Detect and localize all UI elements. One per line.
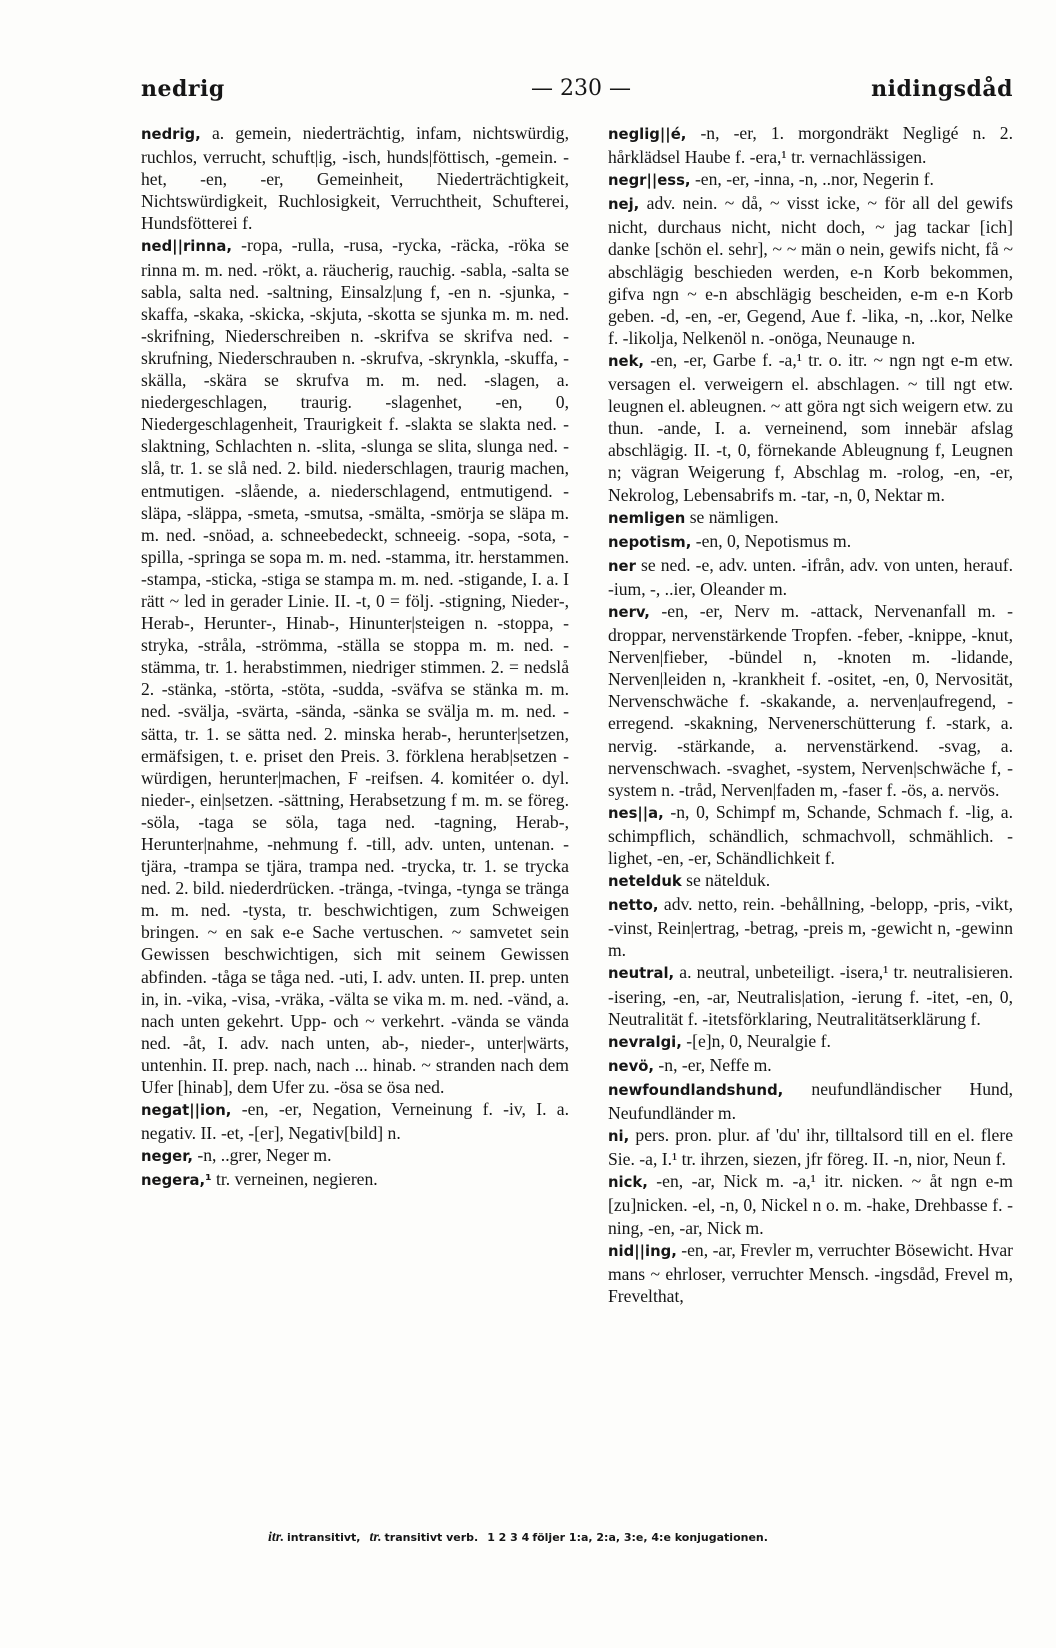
- entry-definition: -en, -er, Negation, Verneinung f. -iv, I. a. negativ. II. -et, -[er], Negativ[bild] n.: [141, 1099, 569, 1144]
- dictionary-entry: [608, 122, 1013, 168]
- dictionary-entry: [608, 1030, 1013, 1054]
- entry-headword: nick,: [608, 1174, 648, 1192]
- entry-definition: adv. nein. ~ då, ~ visst icke, ~ för all del gewifs nicht, durchaus nicht, nicht doch, ~ jag tackar [ich] danke [schön el. sehr], ~ ~ män o nein, gewifs nicht, få ~ abschlägig beschieden werden, e-n Korb bekommen, gifva ngn ~ e-n abschlägig bescheiden, e-m e-n Korb geben. -d, -en, -er, Gegend, Aue f. -lika, -n, ..kor, Nelke f. -likolja, Nelkenöl n. -onöga, Neunauge n.: [608, 193, 1013, 348]
- entry-definition: -[e]n, 0, Neuralgie f.: [681, 1030, 831, 1051]
- dictionary-entry: [141, 234, 569, 1098]
- entry-definition: se nätelduk.: [681, 870, 771, 891]
- entry-headword: nevö,: [608, 1057, 655, 1075]
- entry-headword: neger,: [141, 1148, 193, 1166]
- entry-definition: -n, ..grer, Neger m.: [192, 1145, 332, 1166]
- entry-definition: -en, -er, -inna, -n, ..nor, Negerin f.: [690, 169, 934, 190]
- dictionary-entry: [608, 192, 1013, 349]
- page-footer: [268, 1530, 1028, 1546]
- entry-headword: newfoundlandshund,: [608, 1081, 784, 1099]
- entry-headword: nej,: [608, 196, 640, 214]
- dictionary-entry: [608, 961, 1013, 1029]
- entry-definition: a. neutral, unbeteiligt. -isera,¹ tr. neutralisieren. -isering, -en, -ar, Neutralis|ation, -ierung f. -itet, -en, 0, Neutralität f. -itetsförklaring, Neutralitätserklärung f.: [608, 962, 1013, 1029]
- dictionary-entry: [608, 893, 1013, 961]
- entry-headword: nerv,: [608, 603, 650, 621]
- entry-headword: nemligen: [608, 509, 686, 527]
- entry-headword: nes||a,: [608, 804, 664, 822]
- entry-definition: -ropa, -rulla, -rusa, -rycka, -räcka, -röka se rinna m. m. ned. -rökt, a. räucherig, rauchig. -sabla, -salta se sabla, salta ned. -saltning, Einsalz|ung f, -en n. -sjunka, -skaffa, -skaka, -skicka, -skjuta, -skotta se sjunka m. m. ned. -skrifning, Niederschreiben n. -skrifva se skrifva ned. -skrufning, Niederschrauben n. -skrufva, -skrynkla, -skuffa, -skälla, -skära se skrufva m. m. ned. -slagen, a. niedergeschlagen, traurig. -slagenhet, -en, 0, Niedergeschlagenheit, Traurigkeit f. -slakta se slakta ned. -slaktning, Schlachten n. -slita, -slunga se slita, slunga ned. -slå, tr. 1. se slå ned. 2. bild. niederschlagen, traurig machen, entmutigen. -slående, a. niederschlagend, entmutigend. -släpa, -släppa, -smeta, -smutsa, -smälta, -smörja se släpa m. m. ned. -snöad, a. schneebedeckt, schneeig. -sopa, -sota, -spilla, -springa se sopa m. m. ned. -stamma, itr. herstammen. -stampa, -sticka, -stiga se stampa m. m. ned. -stigande, I. a. I rätt ~ led in gerader Linie. II. -t, 0 = följ. -stigning, Nieder-, Herab-, Herunter-, Hinab-, Hinunter|steigen n. -stoppa, -stryka, -stråla, -strömma, -ställa se stoppa m. m. ned. -stämma, tr. 1. herabstimmen, niedriger stimmen. 2. = nedslå 2. -stänka, -störta, -stöta, -sudda, -sväfva se stänka m. m. ned. -svälja, -svärta, -sända, -sänka se svälja m. m. ned. -sätta, tr. 1. se sätta ned. 2. minska herab-, herunter|setzen, ermäfsigen, t. e. priset den Preis. 3. förklena herab|setzen -würdigen, herunter|machen, F -reifsen. 4. komitéer o. dyl. nieder-, ein|setzen. -sättning, Herabsetzung f m. m. se föreg. -söla, -taga se söla, taga ned. -tagning, Herab-, Herunter|nahme, -nehmung f. -till, adv. unten, untenan. -tjära, -trampa se tjära, trampa ned. -trycka, tr. 1. se trycka ned. 2. bild. niederdrücken. -tränga, -tvinga, -tynga se tränga m. m. ned. -tysta, tr. beschwichtigen, zum Schweigen bringen. ~ en sak e-e Sache vertuschen. ~ samvetet sein Gewissen beschwichtigen, sich mit seinem Gewissen abfinden. -tåga se tåga ned. -uti, I. adv. unten. II. prep. unten in, in. -vika, -visa, -vräka, -välta se vika m. m. ned. -vänd, a. nach unten gekehrt. Upp- och ~ verkehrt. -vända se vända ned. -åt, I. adv. nach unten, ab-, nieder-, unter|wärts, untenhin. II. prep. nach, nach ... hinab. ~ stranden nach dem Ufer [hinab], dem Ufer zu. -ösa se ösa ned.: [141, 235, 569, 1098]
- entry-definition: adv. netto, rein. -behållning, -belopp, -pris, -vikt, -vinst, Rein|ertrag, -betrag, -preis m, -gewicht n, -gewinn m.: [608, 894, 1013, 961]
- header-last-word: nidingsdåd: [871, 76, 1013, 102]
- dictionary-entry: [608, 1054, 1013, 1078]
- entry-headword: nevralgi,: [608, 1033, 682, 1051]
- entry-definition: -n, 0, Schimpf m, Schande, Schmach f. -lig, a. schimpflich, schändlich, schmachvoll, schmählich. -lighet, -en, -er, Schändlichkeit f.: [608, 801, 1013, 868]
- dictionary-entry: [608, 1170, 1013, 1238]
- entry-definition: -en, -ar, Nick m. -a,¹ itr. nicken. ~ åt ngn e-m [zu]nicken. -el, -n, 0, Nickel n o. m. -hake, Drehbasse f. -ning, -en, -ar, Nick m.: [608, 1171, 1013, 1238]
- right-column: [608, 122, 1013, 1307]
- entry-headword: negera,¹: [141, 1172, 212, 1190]
- footer-conjugation-text: följer 1:a, 2:a, 3:e, 4:e konjugationen.: [532, 1531, 768, 1544]
- entry-headword: negat||ion,: [141, 1102, 232, 1120]
- dictionary-entry: [608, 1078, 1013, 1124]
- entry-headword: ner: [608, 557, 636, 575]
- dictionary-entry: [608, 869, 1013, 893]
- entry-headword: netto,: [608, 897, 659, 915]
- entry-definition: -n, -er, Neffe m.: [654, 1054, 772, 1075]
- dictionary-entry: [608, 530, 1013, 554]
- dictionary-entry: [141, 1168, 569, 1192]
- entry-headword: neglig||é,: [608, 126, 687, 143]
- footer-itr-text: intransitivt,: [286, 1531, 361, 1544]
- dictionary-entry: [608, 801, 1013, 869]
- dictionary-entry: [608, 1124, 1013, 1170]
- entry-headword: ni,: [608, 1128, 630, 1146]
- header-first-word: nedrig: [141, 76, 225, 102]
- entry-headword: netelduk: [608, 873, 682, 891]
- entry-definition: a. gemein, niederträchtig, infam, nichtswürdig, ruchlos, verrucht, schuft|ig, -isch, hunds|föttisch, -gemein. -het, -en, -er, Gemeinheit, Niederträchtigkeit, Nichtswürdigkeit, Ruchlosigkeit, Verruchtheit, Schufterei, Hundsfötterei f.: [141, 123, 569, 234]
- dictionary-entry: [141, 1144, 569, 1168]
- dictionary-entry: [608, 349, 1013, 506]
- footer-tr-abbr: tr.: [369, 1530, 382, 1545]
- dictionary-entry: [608, 168, 1013, 192]
- entry-headword: nedrig,: [141, 126, 201, 143]
- entry-headword: nepotism,: [608, 533, 692, 551]
- entry-definition: tr. verneinen, negieren.: [211, 1169, 378, 1190]
- dictionary-entry: [141, 1098, 569, 1144]
- dictionary-entry: [608, 554, 1013, 600]
- page-header: [141, 76, 1013, 110]
- entry-headword: negr||ess,: [608, 172, 691, 190]
- dictionary-entry: [608, 1239, 1013, 1307]
- entry-headword: nid||ing,: [608, 1242, 677, 1260]
- footer-conjugation-numbers: 1 2 3 4: [487, 1531, 530, 1544]
- entry-definition: -en, -er, Nerv m. -attack, Nervenanfall m. -droppar, nervenstärkende Tropfen. -feber, -knippe, -knut, Nerven|fieber, -bündel n, -knoten m. -lidande, Nerven|leiden n, -krankheit f. -ositet, -en, 0, Nervosität, Nervenschwäche f. -skakande, a. nerven|aufregend, -erregend. -skakning, Nervenerschütterung f. -stark, a. nervig. -stärkande, a. nervenstärkend. -svag, a. nervenschwach. -svaghet, -system, Nerven|schwäche f, -system n. -tråd, Nerven|faden m, -faser f. -ös, a. nervös.: [608, 600, 1013, 800]
- entry-definition: -en, -er, Garbe f. -a,¹ tr. o. itr. ~ ngn ngt e-m etw. versagen el. verweigern el. abschlagen. ~ till ngt etw. leugnen el. ableugnen. ~ att göra ngt sich weigern etw. zu thun. -ande, I. a. verneinend, som innebär afslag abschlägig. II. -t, 0, förnekande Ableugnung f, Leugnen n; vägran Weigerung f, Abschlag m. -rolog, -en, -er, Nekrolog, Lebensabrifs m. -tar, -n, 0, Nektar m.: [608, 349, 1013, 505]
- left-column: [141, 122, 569, 1193]
- dictionary-entry: [608, 600, 1013, 801]
- dictionary-entry: [608, 506, 1013, 530]
- page-number: — 230 —: [531, 76, 631, 101]
- entry-definition: -n, -er, 1. morgondräkt Negligé n. 2. hårklädsel Haube f. -era,¹ tr. vernachlässigen.: [608, 123, 1013, 168]
- dictionary-entry: [141, 122, 569, 234]
- entry-headword: neutral,: [608, 965, 675, 983]
- entry-headword: ned||rinna,: [141, 238, 233, 256]
- entry-definition: se nämligen.: [685, 506, 779, 527]
- entry-definition: -en, -ar, Frevler m, verruchter Bösewicht. Hvar mans ~ ehrloser, verruchter Mensch. -ingsdåd, Frevel m, Frevelthat,: [608, 1239, 1013, 1306]
- footer-tr-text: transitivt verb.: [384, 1531, 479, 1544]
- footer-itr-abbr: itr.: [268, 1530, 284, 1545]
- entry-headword: nek,: [608, 352, 645, 370]
- entry-definition: se ned. -e, adv. unten. -ifrån, adv. von unten, herauf. -ium, -, ..ier, Oleander m.: [608, 554, 1013, 599]
- entry-definition: neufundländischer Hund, Neufundländer m.: [608, 1078, 1013, 1124]
- entry-definition: -en, 0, Nepotismus m.: [691, 530, 852, 551]
- entry-definition: pers. pron. plur. af 'du' ihr, tilltalsord till en el. flere Sie. -a, I.¹ tr. ihrzen, siezen, jfr föreg. II. -n, nior, Neun f.: [608, 1125, 1013, 1170]
